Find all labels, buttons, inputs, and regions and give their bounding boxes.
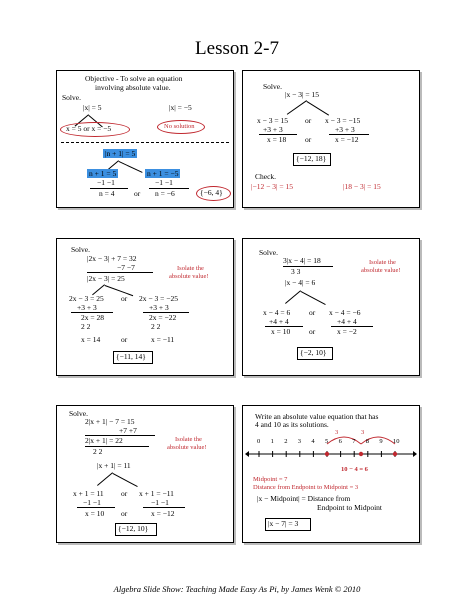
- right-step-1: x + 1 = −11: [139, 489, 174, 498]
- divide-step: 3 3: [291, 267, 301, 276]
- slide-6: [242, 405, 420, 543]
- tick-label: 7: [352, 438, 356, 445]
- left-step-2: +4 + 4: [269, 317, 289, 326]
- note-line-2: absolute value!: [361, 267, 401, 274]
- note-line-1: Isolate the: [369, 259, 396, 266]
- point-7: [359, 452, 363, 456]
- midpoint-label: Midpoint = 7: [253, 476, 288, 483]
- case-2-result: n = −6: [155, 189, 175, 198]
- prompt-line-2: 4 and 10 as its solutions.: [255, 420, 329, 429]
- or-label-2: or: [309, 327, 316, 336]
- solution-text: x = 5 or x = −5: [66, 124, 112, 133]
- right-result: x = −2: [337, 327, 357, 336]
- tick-label: 1: [270, 438, 274, 445]
- slide-3: [56, 238, 234, 376]
- answer: {−12, 10}: [118, 524, 149, 533]
- tick-label: 5: [325, 438, 329, 445]
- tick-label: 6: [338, 438, 342, 445]
- right-step-2: +3 + 3: [149, 303, 169, 312]
- left-step-1: x − 3 = 15: [257, 116, 288, 125]
- answer: {−12, 18}: [296, 154, 327, 163]
- note-line-1: Isolate the: [175, 436, 202, 443]
- solve-label: Solve.: [62, 93, 81, 102]
- right-step-3: 2x = −22: [149, 313, 177, 322]
- point-10: [393, 452, 397, 456]
- right-step-2: +3 + 3: [335, 125, 355, 134]
- slide-2: [242, 70, 420, 208]
- right-step-1: x − 3 = −15: [325, 116, 361, 125]
- answer: |x − 7| = 3: [268, 519, 299, 528]
- solve-label: Solve.: [71, 245, 90, 254]
- solve-label: Solve.: [259, 248, 278, 257]
- left-step-1: x + 1 = 11: [73, 489, 104, 498]
- or-label-2: or: [305, 135, 312, 144]
- arrow-right-icon: [413, 451, 417, 457]
- prompt-line-1: Write an absolute value equation that has: [255, 412, 379, 421]
- answer: {−6, 4}: [200, 188, 223, 197]
- slide-4: [242, 238, 420, 376]
- right-step-2: +4 + 4: [337, 317, 357, 326]
- left-step-4: 2 2: [81, 322, 91, 331]
- note-line-1: Isolate the: [177, 265, 204, 272]
- divide-step: 2 2: [93, 447, 103, 456]
- arrow-left-icon: [245, 451, 249, 457]
- equation-isolated: |x − 4| = 6: [285, 278, 316, 287]
- tick-label: 8: [365, 438, 370, 445]
- slide-1: [56, 70, 234, 208]
- left-step-2: +3 + 3: [263, 125, 283, 134]
- formula-line-2: Endpoint to Midpoint: [317, 503, 383, 512]
- no-solution-text: No solution: [164, 123, 195, 130]
- or-label: or: [134, 189, 141, 198]
- left-result: x = 14: [81, 335, 101, 344]
- right-step-1: x − 4 = −6: [329, 308, 361, 317]
- left-step-3: 2x = 28: [81, 313, 104, 322]
- arc-label-2: 3: [361, 429, 365, 436]
- tick-label: 2: [284, 438, 288, 445]
- note-line-2: absolute value!: [169, 273, 209, 280]
- footer-credit: Algebra Slide Show: Teaching Made Easy As Pi, by James Wenk © 2010: [113, 584, 361, 594]
- equation: 2|x + 1| − 7 = 15: [85, 417, 135, 426]
- equation-step-2: 2|x + 1| = 22: [85, 436, 123, 445]
- case-1: n + 1 = 5: [89, 169, 117, 178]
- page-title: Lesson 2-7: [195, 38, 279, 59]
- left-step-1: 2x − 3 = 25: [69, 294, 104, 303]
- left-step-2: +3 + 3: [77, 303, 97, 312]
- step-subtract: −7 −7: [117, 263, 135, 272]
- right-step-2: −1 −1: [151, 498, 169, 507]
- tick-label: 10: [393, 438, 400, 445]
- tick-label: 9: [379, 438, 383, 445]
- case-1-result: n = 4: [99, 189, 115, 198]
- or-label: or: [121, 489, 128, 498]
- case-1-step: −1 −1: [97, 178, 115, 187]
- distance-line: Distance from Endpoint to Midpoint = 3: [253, 484, 359, 491]
- or-label: or: [305, 116, 312, 125]
- equation-2: [103, 150, 137, 158]
- number-line: [243, 406, 419, 466]
- right-result: x = −11: [151, 335, 175, 344]
- formula-line-1: |x − Midpoint| = Distance from: [257, 494, 351, 503]
- step-add: +7 +7: [119, 426, 137, 435]
- tick-label: 4: [311, 438, 315, 445]
- or-label-2: or: [121, 335, 128, 344]
- objective-line-1: Objective - To solve an equation: [85, 74, 183, 83]
- or-label: or: [121, 294, 128, 303]
- distance-label: 10 − 4 = 6: [341, 466, 368, 473]
- highlight-expression: |n + 1| = 5: [105, 149, 136, 158]
- left-step-2: −1 −1: [83, 498, 101, 507]
- or-label: or: [309, 308, 316, 317]
- left-result: x = 10: [271, 327, 291, 336]
- slide-5: [56, 405, 234, 543]
- check-label: Check.: [255, 172, 277, 181]
- equation-isolated: |x + 1| = 11: [97, 461, 131, 470]
- or-label-2: or: [121, 509, 128, 518]
- tick-label: 3: [297, 438, 302, 445]
- left-step-1: x − 4 = 6: [263, 308, 291, 317]
- check-2: |18 − 3| = 15: [343, 182, 381, 191]
- equation: 3|x − 4| = 18: [283, 256, 321, 265]
- equation-isolated: |2x − 3| = 25: [87, 274, 125, 283]
- point-4: [325, 452, 329, 456]
- solve-label: Solve.: [263, 82, 282, 91]
- left-result: x = 18: [267, 135, 287, 144]
- right-result: x = −12: [151, 509, 175, 518]
- check-1: |−12 − 3| = 15: [251, 182, 293, 191]
- equation: |2x − 3| + 7 = 32: [87, 254, 137, 263]
- solve-label: Solve.: [69, 409, 88, 418]
- equation-a: |x| = 5: [83, 103, 102, 112]
- equation-b: |x| = −5: [169, 103, 192, 112]
- arc-label: 3: [335, 429, 339, 436]
- answer: {−11, 14}: [116, 352, 146, 361]
- answer: {−2, 10}: [300, 348, 327, 357]
- right-result: x = −12: [335, 135, 359, 144]
- case-2-step: −1 −1: [155, 178, 173, 187]
- left-result: x = 10: [85, 509, 105, 518]
- equation: |x − 3| = 15: [285, 90, 319, 99]
- right-step-4: 2 2: [151, 322, 161, 331]
- note-line-2: absolute value!: [167, 444, 207, 451]
- right-step-1: 2x − 3 = −25: [139, 294, 178, 303]
- case-2: n + 1 = −5: [147, 169, 179, 178]
- objective-line-2: involving absolute value.: [95, 83, 171, 92]
- arc-left: [327, 437, 361, 444]
- tick-label: 0: [257, 438, 261, 445]
